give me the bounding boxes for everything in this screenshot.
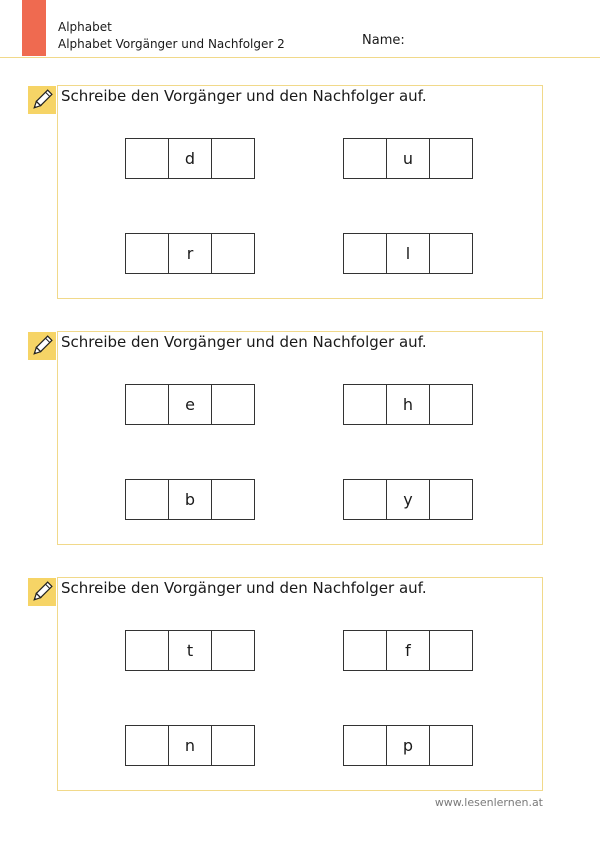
successor-box[interactable] <box>429 479 473 520</box>
predecessor-box[interactable] <box>343 725 387 766</box>
given-letter: n <box>168 725 212 766</box>
predecessor-box[interactable] <box>125 138 169 179</box>
letter-triple <box>343 479 473 518</box>
given-letter: h <box>386 384 430 425</box>
letter-triple <box>343 233 473 272</box>
predecessor-box[interactable] <box>343 630 387 671</box>
given-letter: p <box>386 725 430 766</box>
letter-triple <box>343 630 473 669</box>
given-letter: r <box>168 233 212 274</box>
given-letter: e <box>168 384 212 425</box>
instruction-text: Schreibe den Vorgänger und den Nachfolger auf. <box>61 87 427 105</box>
letter-triple <box>125 630 255 669</box>
letter-triple <box>343 725 473 764</box>
predecessor-box[interactable] <box>125 233 169 274</box>
successor-box[interactable] <box>211 725 255 766</box>
given-letter: l <box>386 233 430 274</box>
pencil-icon <box>28 578 56 606</box>
given-letter: y <box>386 479 430 520</box>
given-letter: t <box>168 630 212 671</box>
worksheet-title: Alphabet Vorgänger und Nachfolger 2 <box>58 37 285 51</box>
successor-box[interactable] <box>429 233 473 274</box>
instruction-text: Schreibe den Vorgänger und den Nachfolger auf. <box>61 579 427 597</box>
footer-url[interactable]: www.lesenlernen.at <box>434 796 543 809</box>
predecessor-box[interactable] <box>125 725 169 766</box>
successor-box[interactable] <box>211 138 255 179</box>
pencil-icon <box>28 86 56 114</box>
predecessor-box[interactable] <box>125 630 169 671</box>
predecessor-box[interactable] <box>343 138 387 179</box>
header-category: Alphabet <box>58 20 112 34</box>
header-divider <box>0 57 600 58</box>
letter-triple <box>343 384 473 423</box>
predecessor-box[interactable] <box>125 479 169 520</box>
successor-box[interactable] <box>429 630 473 671</box>
letter-triple <box>125 138 255 177</box>
predecessor-box[interactable] <box>343 479 387 520</box>
successor-box[interactable] <box>429 725 473 766</box>
successor-box[interactable] <box>211 233 255 274</box>
letter-triple <box>125 479 255 518</box>
given-letter: b <box>168 479 212 520</box>
accent-bar <box>22 0 46 56</box>
letter-triple <box>125 384 255 423</box>
instruction-text: Schreibe den Vorgänger und den Nachfolger auf. <box>61 333 427 351</box>
successor-box[interactable] <box>211 479 255 520</box>
letter-triple <box>343 138 473 177</box>
letter-triple <box>125 725 255 764</box>
predecessor-box[interactable] <box>125 384 169 425</box>
pencil-icon <box>28 332 56 360</box>
given-letter: d <box>168 138 212 179</box>
given-letter: u <box>386 138 430 179</box>
successor-box[interactable] <box>211 630 255 671</box>
predecessor-box[interactable] <box>343 233 387 274</box>
letter-triple <box>125 233 255 272</box>
name-label: Name: <box>362 33 405 48</box>
given-letter: f <box>386 630 430 671</box>
predecessor-box[interactable] <box>343 384 387 425</box>
successor-box[interactable] <box>211 384 255 425</box>
successor-box[interactable] <box>429 384 473 425</box>
successor-box[interactable] <box>429 138 473 179</box>
